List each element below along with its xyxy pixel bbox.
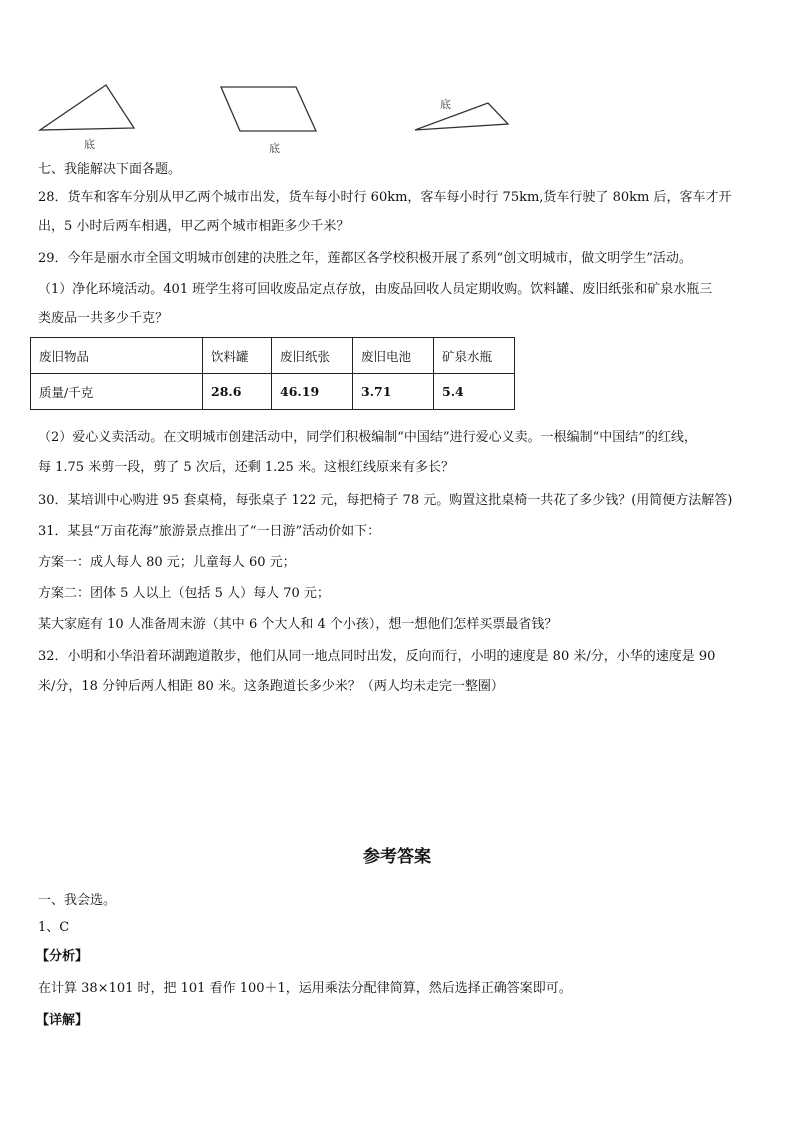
question-31-line-4: 某大家庭有 10 人准备周末游（其中 6 个大人和 4 个小孩），想一想他们怎样买票最省钱？: [38, 617, 558, 632]
detail-label: 【详解】: [36, 1013, 89, 1028]
answers-title: 参考答案: [363, 847, 431, 867]
section-heading: 七、我能解决下面各题。: [38, 162, 182, 177]
parallelogram-figure: [218, 84, 320, 136]
analysis-label: 【分析】: [36, 949, 89, 964]
question-29-1-line-1: （1）净化环境活动。401 班学生将可回收废品定点存放，由废品回收人员定期收购。饮料罐、废旧纸张和矿泉水瓶三: [38, 282, 713, 297]
question-31-plan-1: 方案一：成人每人 80 元；儿童每人 60 元；: [38, 555, 296, 570]
table-cell: 质量/千克: [31, 374, 203, 410]
question-28-line-1: 28．货车和客车分别从甲乙两个城市出发，货车每小时行 60km，客车每小时行 75km,货车行驶了 80km 后，客车才开: [38, 190, 732, 205]
base-label-1: 底: [84, 138, 95, 151]
question-28-line-2: 出，5 小时后两车相遇，甲乙两个城市相距多少千米？: [38, 219, 350, 234]
table-header-cell: 矿泉水瓶: [434, 338, 515, 374]
table-cell: 46.19: [272, 374, 353, 410]
table-cell: 3.71: [353, 374, 434, 410]
question-31-line-1: 31．某县“万亩花海”旅游景点推出了“一日游”活动价如下：: [38, 524, 381, 539]
table-cell: 28.6: [203, 374, 272, 410]
base-label-2: 底: [269, 142, 280, 155]
table-header-cell: 废旧纸张: [272, 338, 353, 374]
waste-table: [30, 337, 515, 410]
table-header-cell: 饮料罐: [203, 338, 272, 374]
table-cell: 5.4: [434, 374, 515, 410]
question-29-2-line-1: （2）爱心义卖活动。在文明城市创建活动中，同学们积极编制“中国结”进行爱心义卖。一根编制“中国结”的红线，: [38, 430, 697, 445]
question-30: 30．某培训中心购进 95 套桌椅，每张桌子 122 元，每把椅子 78 元。购置这批桌椅一共花了多少钱？(用简便方法解答): [38, 493, 733, 508]
question-31-plan-2: 方案二：团体 5 人以上（包括 5 人）每人 70 元；: [38, 586, 330, 601]
table-header-row: [31, 338, 515, 374]
table-header-cell: 废旧电池: [353, 338, 434, 374]
question-32-line-2: 米/分，18 分钟后两人相距 80 米。这条跑道长多少米？（两人均未走完一整圈）: [38, 679, 504, 694]
triangle-figure-1: [36, 82, 140, 134]
answer-item-1: 1、C: [38, 920, 70, 935]
base-label-3: 底: [440, 98, 451, 111]
table-row: [31, 374, 515, 410]
answers-section-heading: 一、我会选。: [38, 893, 117, 908]
analysis-text: 在计算 38×101 时，把 101 看作 100＋1，运用乘法分配律简算，然后选择正确答案即可。: [38, 981, 572, 996]
question-29-line-1: 29．今年是丽水市全国文明城市创建的决胜之年，莲都区各学校积极开展了系列“创文明城市，做文明学生”活动。: [38, 251, 692, 266]
question-32-line-1: 32．小明和小华沿着环湖跑道散步，他们从同一地点同时出发，反向而行，小明的速度是 80 米/分，小华的速度是 90: [38, 649, 716, 664]
question-29-2-line-2: 每 1.75 米剪一段，剪了 5 次后，还剩 1.25 米。这根红线原来有多长？: [38, 460, 454, 475]
table-header-cell: 废旧物品: [31, 338, 203, 374]
triangle-figure-2: [412, 100, 512, 134]
question-29-1-line-2: 类废品一共多少千克？: [38, 311, 169, 326]
